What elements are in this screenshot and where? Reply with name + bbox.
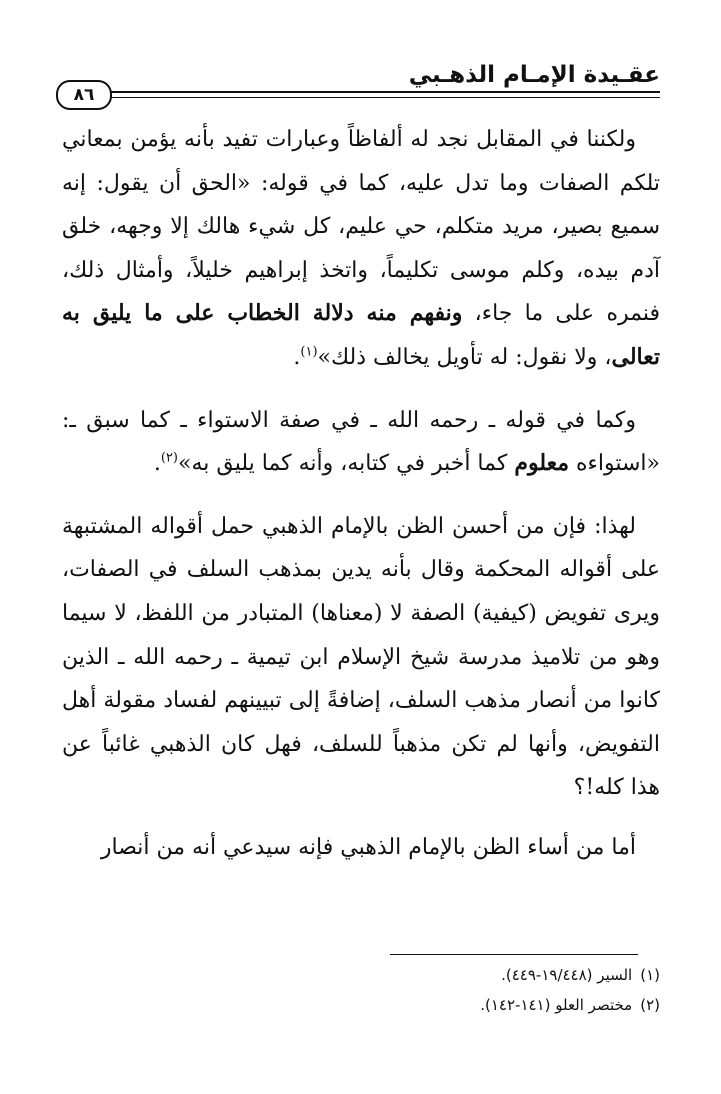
footnote-text: السير (١٩/٤٤٨-٤٤٩). (501, 966, 633, 984)
footnote-reference: (١) (300, 344, 318, 360)
paragraph (62, 118, 660, 380)
emphasized-text: ونفهم منه دلالة الخطاب على ما يليق به تعالى (62, 300, 660, 370)
paragraph: لهذا: فإن من أحسن الظن بالإمام الذهبي حمل أقواله المشتبهة على أقواله المحكمة وقال بأنه يدين بمذهب السلف في الصفات، ويرى تفويض (كيفية) الصفة لا (معناها) المتبادر من اللفظ، لا سيما وهو من تلاميذ مدرسة شيخ الإسلام ابن تيمية ـ رحمه الله ـ الذين كانوا من أنصار مذهب السلف، إضافةً إلى تبيينهم لفساد مقولة أهل التفويض، وأنها لم تكن مذهباً للسلف، فهل كان الذهبي غائباً عن هذا كله!؟ (62, 513, 660, 801)
book-title: عقـيدة الإمـام الذهـبي (408, 62, 660, 88)
header-rule-thin (98, 97, 660, 98)
page-number: ٨٦ (56, 80, 112, 110)
paragraph (62, 399, 660, 486)
footnote-separator (390, 954, 638, 955)
paragraph-text: ، ولا نقول: له تأويل يخالف ذلك» (317, 344, 612, 370)
footnote-reference: (٢) (160, 450, 178, 466)
footnote-text: مختصر العلو (١٤١-١٤٢). (480, 996, 633, 1014)
paragraph-end: . (153, 451, 161, 477)
paragraph-end: . (293, 344, 301, 370)
paragraph: أما من أساء الظن بالإمام الذهبي فإنه سيدعي أنه من أنصار (100, 834, 636, 860)
header-rule (98, 91, 660, 93)
running-header (60, 62, 660, 105)
footnote (200, 960, 660, 990)
paragraph-text: كما أخبر في كتابه، وأنه كما يليق به» (177, 451, 515, 477)
emphasized-text: معلوم (514, 450, 569, 477)
paragraph-text: وكما في قوله ـ رحمه الله ـ في صفة الاستواء ـ كما سبق ـ: «استواءه (62, 407, 660, 477)
footnote (200, 990, 660, 1020)
paragraph-text: ولكننا في المقابل نجد له ألفاظاً وعبارات تفيد بأنه يؤمن بمعاني تلكم الصفات وما تدل عليه، كما في قوله: «الحق أن يقول: إنه سميع بصير، مريد متكلم، حي عليم، كل شيء هالك إلا وجهه، خلق آدم بيده، وكلم موسى تكليماً، واتخذ إبراهيم خليلاً، وأمثال ذلك، فنمره على ما جاء، (62, 127, 660, 327)
footnotes (200, 960, 660, 1020)
footnote-number: (١) (640, 966, 660, 984)
body-text (62, 118, 660, 870)
footnote-number: (٢) (640, 996, 660, 1014)
